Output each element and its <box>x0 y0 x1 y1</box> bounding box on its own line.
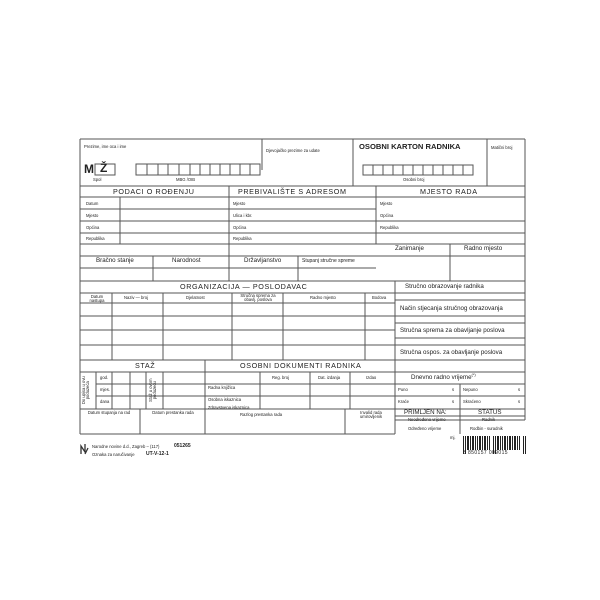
publisher-logo-icon <box>80 442 89 454</box>
staz-dana: dana <box>100 399 110 404</box>
rv-nepuno-s: s <box>518 387 521 392</box>
rv-puno: Puno <box>398 387 408 392</box>
prebivaliste-mjesto: Mjesto <box>233 201 246 206</box>
primljen-odredeno: Određeno vrijeme <box>408 426 442 431</box>
radno-mjesto-label: Radno mjesto <box>464 245 503 252</box>
rodenje-mjesto: Mjesto <box>86 213 99 218</box>
djevojacko-label: Djevojačko prezime za udate <box>266 148 320 153</box>
rodenje-datum: Datum <box>86 201 99 206</box>
rv-footnote: (*) <box>471 372 476 377</box>
drzavljanstvo-label: Državljanstvo <box>244 257 282 264</box>
rv-header: Dnevno radno vrijeme(*) <box>411 372 476 382</box>
org-col-bodova: Bodova <box>372 295 387 300</box>
mbg-label: MBG /OIB <box>176 177 196 182</box>
spol-label: Spol <box>93 177 102 182</box>
edu-strucno: Stručno obrazovanje radnika <box>405 283 484 290</box>
edu-nacin: Način stjecanja stručnog obrazovanja <box>400 305 503 312</box>
primljen-mj: mj. <box>450 435 456 440</box>
prebivaliste-republika: Republika <box>233 236 252 241</box>
primljen-header: PRIMLJEN NA: <box>404 409 447 416</box>
org-header: ORGANIZACIJA — POSLODAVAC <box>180 282 308 291</box>
org-col-radno: Radno mjesto <box>310 295 336 300</box>
osobni-broj-label: Osobni broj <box>403 177 425 182</box>
rodenje-opcina: Općina <box>86 225 100 230</box>
org-col-sprema: Stručna sprema za obavlj. poslova <box>240 293 276 303</box>
rodenje-republika: Republika <box>86 236 105 241</box>
publisher-order-code: UT-V-12-1 <box>146 451 169 457</box>
rv-puno-s: s <box>452 387 455 392</box>
dok-col-izdao: Izdao <box>366 375 377 380</box>
prebivaliste-ulica: Ulica i kbr. <box>233 213 253 218</box>
spol-m: M <box>84 162 94 176</box>
prebivaliste-header: PREBIVALIŠTE S ADRESOM <box>238 187 347 196</box>
brak-label: Bračno stanje <box>96 257 134 264</box>
mjesto-rada-mjesto: Mjesto <box>380 201 393 206</box>
rv-krace: Kraće <box>398 399 409 404</box>
rv-krace-s: s <box>452 399 455 404</box>
narodnost-label: Narodnost <box>172 257 201 264</box>
mjesto-rada-opcina: Općina <box>380 213 394 218</box>
staz-col-prestanka: Datum prestanka rada <box>152 410 194 415</box>
publisher-line2: Oznaka za naručivanje <box>92 452 135 457</box>
status-radnik: Radnik <box>482 417 496 422</box>
staz-col-stupanja: Datum stupanja na rad <box>87 410 131 415</box>
mjesto-rada-republika: Republika <box>380 225 399 230</box>
dok-zdravstvena: Zdravstvena iskaznica <box>208 405 250 410</box>
status-header: STATUS <box>478 409 502 416</box>
dokumenti-header: OSOBNI DOKUMENTI RADNIKA <box>240 361 362 370</box>
maticni-broj-label: Matični broj <box>491 145 513 150</box>
djevojacko-input[interactable] <box>266 155 350 167</box>
publisher-code: 051265 <box>174 443 191 449</box>
sprema-label: Stupanj stručne spreme <box>302 258 355 264</box>
edu-ospos: Stručna ospos. za obavljanje poslova <box>400 349 503 356</box>
dok-osobna: Osobna iskaznica <box>208 397 242 402</box>
prezime-label: Prezime, ime oca i ime <box>84 144 127 149</box>
dok-radna: Radna knjižica <box>208 385 236 390</box>
rv-skraceno: Skraćeno <box>463 399 481 404</box>
rv-nepuno: Nepuno <box>463 387 478 392</box>
primljen-neodredeno: Neodređeno vrijeme <box>408 417 446 422</box>
status-rodbina: Rodbin - suradnik <box>470 426 503 431</box>
org-col-naziv: Naziv — broj <box>124 295 148 300</box>
form-title: OSOBNI KARTON RADNIKA <box>359 142 461 151</box>
org-col-datum: Datum nastupa <box>89 294 105 304</box>
prezime-input[interactable] <box>84 151 258 160</box>
dok-razlog: Razlog prestanka rada <box>240 412 283 417</box>
org-col-djelatnost: Djelatnost <box>186 295 205 300</box>
dok-col-reg: Reg. broj <box>272 375 289 380</box>
staz-header: STAŽ <box>135 361 156 370</box>
dok-invalid: Invalid rada umirovljenik <box>359 410 383 420</box>
rodenje-header: PODACI O ROĐENJU <box>113 187 195 196</box>
zanimanje-label: Zanimanje <box>395 245 424 252</box>
publisher-line1: Narodne novine d.d., Zagreb – (117) <box>92 444 160 449</box>
rv-skraceno-s: s <box>518 399 521 404</box>
maticni-broj-input[interactable] <box>491 152 523 166</box>
staz-ovo: Staž u ovom poduzeću <box>147 378 157 402</box>
prebivaliste-opcina: Općina <box>233 225 247 230</box>
barcode-number: 3 850157 009015 <box>463 450 508 456</box>
staz-mjes: mjes. <box>100 387 111 392</box>
dok-col-dat: Dat. izdanja <box>318 375 341 380</box>
mjesto-rada-header: MJESTO RADA <box>420 187 478 196</box>
spol-z: Ž <box>100 161 108 175</box>
staz-do-upisa: Do upisa u ovu poduzeća <box>80 376 90 405</box>
staz-god: god. <box>100 375 109 380</box>
edu-sprema: Stručna sprema za obavljanje poslova <box>400 327 505 334</box>
